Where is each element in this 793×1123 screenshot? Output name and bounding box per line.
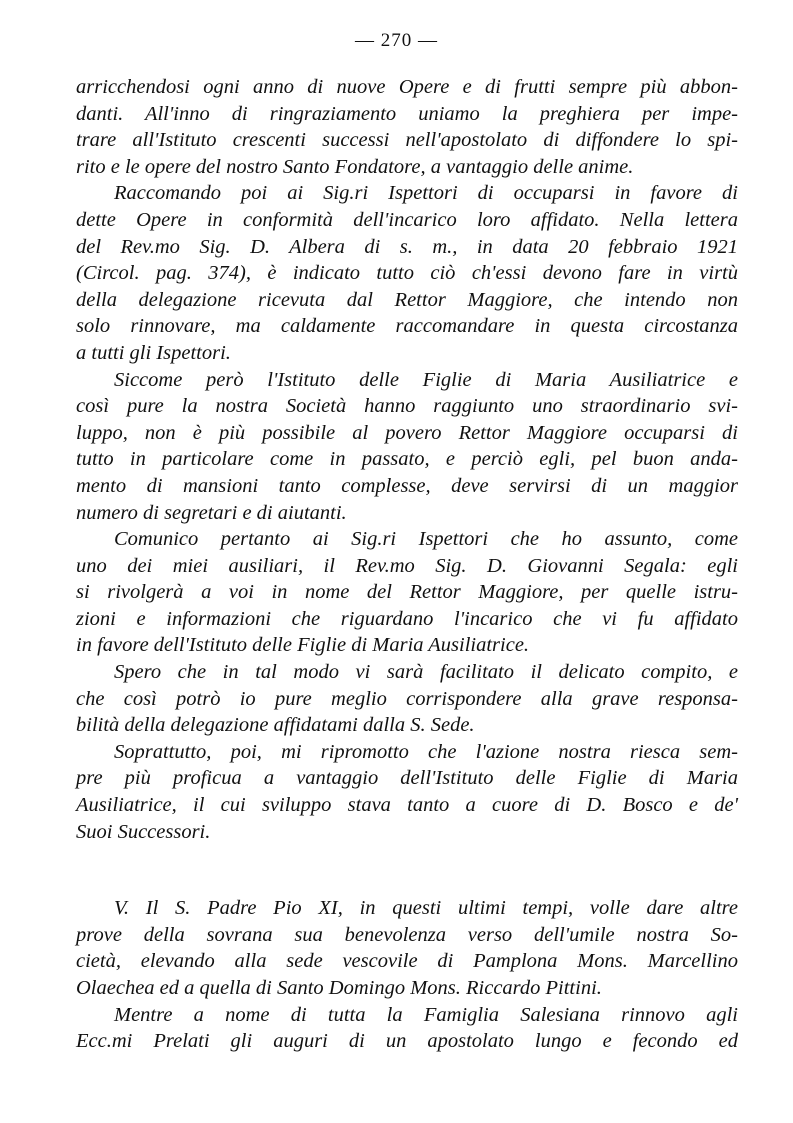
text-line: tutto in particolare come in passato, e perciò egli, pel buon anda- bbox=[76, 448, 738, 471]
text-line: Spero che in tal modo vi sarà facilitato il delicato compito, e bbox=[114, 661, 738, 684]
text-line: Olaechea ed a quella di Santo Domingo Mons. Riccardo Pittini. bbox=[76, 977, 602, 999]
text-line: Soprattutto, poi, mi ripromotto che l'azione nostra riesca sem- bbox=[114, 740, 738, 763]
body-text bbox=[76, 74, 738, 1055]
text-line: V. Il S. Padre Pio XI, in questi ultimi tempi, volle dare altre bbox=[114, 897, 738, 920]
text-line: luppo, non è più possibile al povero Rettor Maggiore occuparsi di bbox=[76, 421, 738, 444]
text-line: così pure la nostra Società hanno raggiunto uno straordinario svi- bbox=[76, 395, 738, 418]
text-line: si rivolgerà a voi in nome del Rettor Maggiore, per quelle istru- bbox=[76, 581, 738, 604]
text-line: Suoi Successori. bbox=[76, 820, 211, 843]
text-line: uno dei miei ausiliari, il Rev.mo Sig. D. Giovanni Segala: egli bbox=[76, 554, 738, 577]
paragraph-8 bbox=[76, 1002, 738, 1055]
page-number: — 270 — bbox=[355, 30, 438, 51]
text-line: della delegazione ricevuta dal Rettor Maggiore, che intendo non bbox=[76, 288, 738, 311]
text-line: Raccomando poi ai Sig.ri Ispettori di occuparsi in favore di bbox=[114, 182, 738, 205]
text-line: zioni e informazioni che riguardano l'incarico che vi fu affidato bbox=[76, 607, 738, 630]
text-line: cietà, elevando alla sede vescovile di Pamplona Mons. Marcellino bbox=[76, 950, 738, 973]
text-line: a tutti gli Ispettori. bbox=[76, 341, 231, 364]
text-line: dette Opere in conformità dell'incarico loro affidato. Nella lettera bbox=[76, 208, 738, 231]
text-line: trare all'Istituto crescenti successi nell'apostolato di diffondere lo spi- bbox=[76, 129, 738, 152]
text-line: solo rinnovare, ma caldamente raccomandare in questa circostanza bbox=[76, 315, 738, 338]
text-line: (Circol. pag. 374), è indicato tutto ciò ch'essi devono fare in virtù bbox=[76, 262, 738, 285]
paragraph-7 bbox=[76, 895, 738, 1001]
paragraph-5 bbox=[76, 659, 738, 739]
text-line: che così potrò io pure meglio corrispondere alla grave responsa- bbox=[76, 687, 738, 710]
text-line: bilità della delegazione affidatami dalla S. Sede. bbox=[76, 714, 475, 737]
text-line: arricchendosi ogni anno di nuove Opere e di frutti sempre più abbon- bbox=[76, 76, 738, 98]
paragraph-6 bbox=[76, 739, 738, 845]
text-line: pre più proficua a vantaggio dell'Istituto delle Figlie di Maria bbox=[76, 767, 738, 790]
paragraph-4 bbox=[76, 526, 738, 659]
text-line: numero di segretari e di aiutanti. bbox=[76, 501, 347, 524]
text-line: Siccome però l'Istituto delle Figlie di Maria Ausiliatrice e bbox=[114, 368, 738, 391]
text-line: mento di mansioni tanto complesse, deve servirsi di un maggior bbox=[76, 474, 738, 497]
text-line: prove della sovrana sua benevolenza verso dell'umile nostra So- bbox=[76, 923, 738, 946]
section-gap bbox=[76, 845, 738, 895]
paragraph-2 bbox=[76, 180, 738, 366]
text-line: rito e le opere del nostro Santo Fondatore, a vantaggio delle anime. bbox=[76, 155, 634, 178]
paragraph-3 bbox=[76, 367, 738, 527]
text-line: danti. All'inno di ringraziamento uniamo la preghiera per impe- bbox=[76, 102, 738, 125]
text-line: Comunico pertanto ai Sig.ri Ispettori che ho assunto, come bbox=[114, 528, 738, 551]
text-line: in favore dell'Istituto delle Figlie di Maria Ausiliatrice. bbox=[76, 634, 530, 657]
text-line: Ausiliatrice, il cui sviluppo stava tanto a cuore di D. Bosco e de' bbox=[76, 794, 738, 817]
paragraph-1 bbox=[76, 74, 738, 180]
text-line: Mentre a nome di tutta la Famiglia Salesiana rinnovo agli bbox=[114, 1003, 738, 1026]
text-line: del Rev.mo Sig. D. Albera di s. m., in data 20 febbraio 1921 bbox=[76, 235, 738, 258]
text-line: Ecc.mi Prelati gli auguri di un apostolato lungo e fecondo ed bbox=[76, 1030, 738, 1053]
